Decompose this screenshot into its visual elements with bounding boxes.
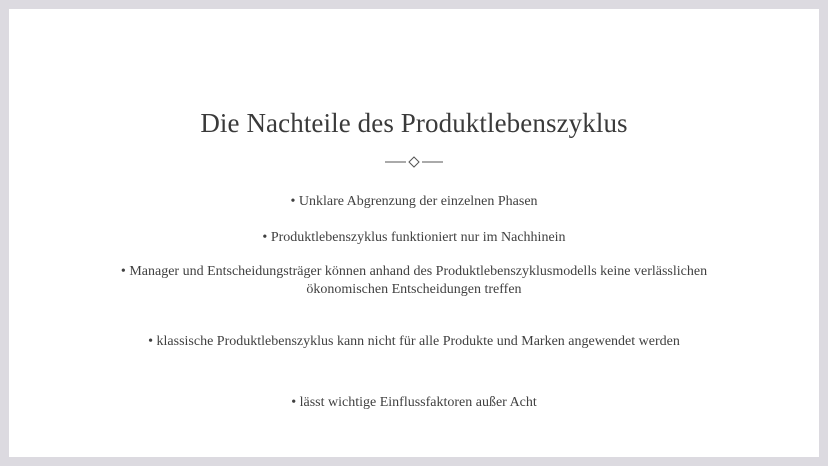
diamond-divider-icon	[383, 155, 445, 169]
bullet-item: • lässt wichtige Einflussfaktoren außer Acht	[291, 395, 537, 410]
bullet-item: • Produktlebenszyklus funktioniert nur im Nachhinein	[262, 230, 566, 245]
slide	[9, 9, 819, 457]
bullet-item: • klassische Produktlebenszyklus kann nicht für alle Produkte und Marken angewendet werden	[148, 334, 680, 349]
bullet-item: • Unklare Abgrenzung der einzelnen Phasen	[290, 194, 538, 209]
slide-title: Die Nachteile des Produktlebenszyklus	[200, 108, 628, 138]
bullet-item: • Manager und Entscheidungsträger können anhand des Produktlebenszyklusmodells keine verlässlichen ökonomischen Entscheidungen treffen	[120, 264, 708, 297]
